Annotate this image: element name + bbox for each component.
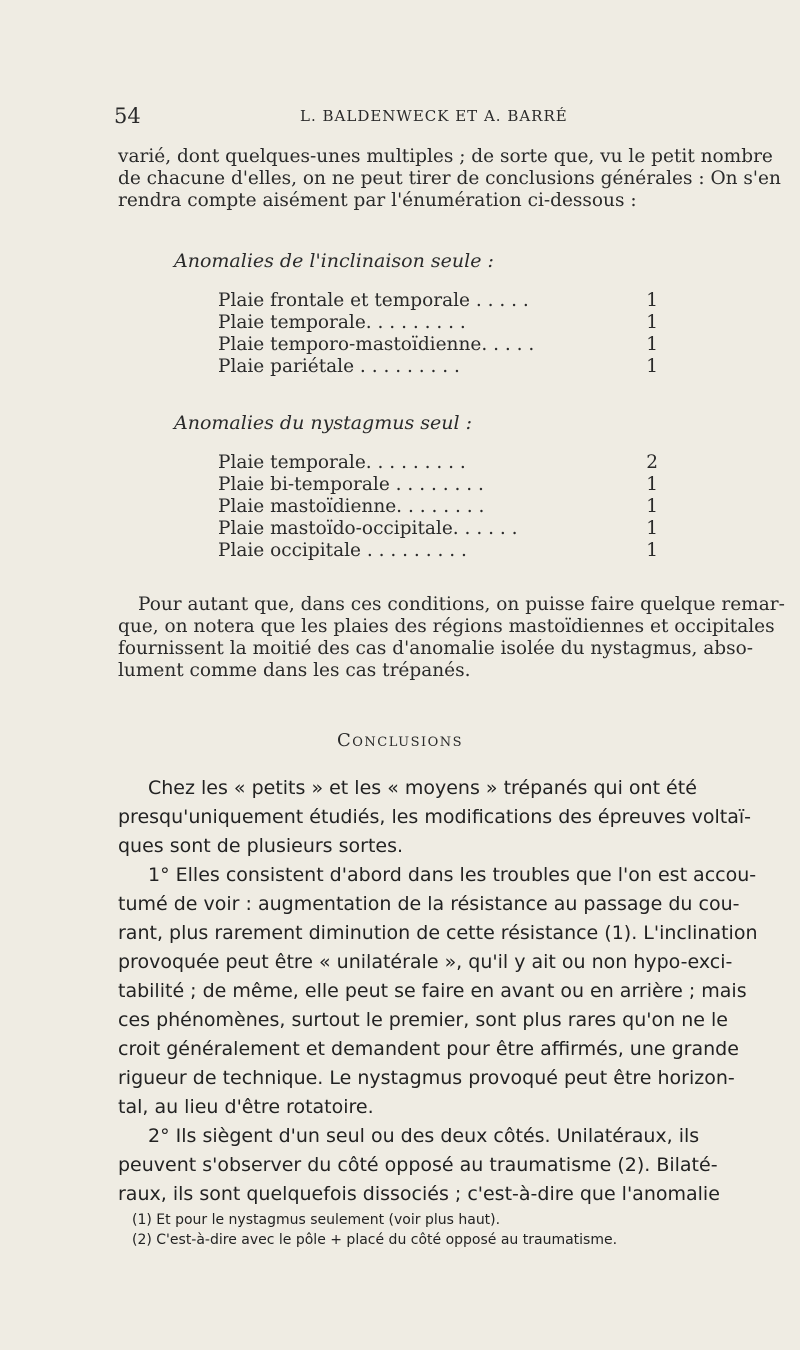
- page-header: [114, 104, 774, 128]
- section-title-inclinaison: Anomalies de l'inclinaison seule :: [174, 250, 494, 272]
- item-count: 1: [646, 474, 658, 495]
- list-item: [218, 334, 658, 356]
- list-item: [218, 496, 658, 518]
- item-label: Plaie pariétale . . . . . . . . .: [218, 356, 460, 377]
- item-count: 1: [646, 518, 658, 539]
- text-line: 1° Elles consistent d'abord dans les troubles que l'on est accou-: [148, 864, 757, 886]
- footnote: (1) Et pour le nystagmus seulement (voir plus haut).: [132, 1212, 501, 1228]
- text-line: rigueur de technique. Le nystagmus provoqué peut être horizon-: [118, 1067, 735, 1089]
- item-label: Plaie temporo-mastoïdienne. . . . .: [218, 334, 535, 355]
- item-count: 2: [646, 452, 658, 473]
- item-count: 1: [646, 356, 658, 377]
- text-line: que, on notera que les plaies des régions mastoïdiennes et occipitales: [118, 616, 775, 637]
- list-item: [218, 290, 658, 312]
- item-count: 1: [646, 334, 658, 355]
- text-line: tabilité ; de même, elle peut se faire en avant ou en arrière ; mais: [118, 980, 747, 1002]
- section-title-nystagmus: Anomalies du nystagmus seul :: [174, 412, 473, 434]
- item-count: 1: [646, 290, 658, 311]
- text-line: rendra compte aisément par l'énumération ci-dessous :: [118, 190, 637, 211]
- item-label: Plaie temporale. . . . . . . . .: [218, 312, 466, 333]
- text-line: de chacune d'elles, on ne peut tirer de conclusions générales : On s'en: [118, 168, 781, 189]
- text-line: lument comme dans les cas trépanés.: [118, 660, 471, 681]
- list-item: [218, 474, 658, 496]
- running-title: L. BALDENWECK ET A. BARRÉ: [300, 107, 568, 125]
- text-line: peuvent s'observer du côté opposé au traumatisme (2). Bilaté-: [118, 1154, 718, 1176]
- text-line: fournissent la moitié des cas d'anomalie isolée du nystagmus, abso-: [118, 638, 754, 659]
- conclusions-heading: Conclusions: [336, 730, 464, 751]
- list-item: [218, 312, 658, 334]
- item-label: Plaie frontale et temporale . . . . .: [218, 290, 529, 311]
- summary-paragraph: [118, 594, 785, 682]
- list-item: [218, 452, 658, 474]
- footnotes: [132, 1210, 772, 1250]
- list-item: [218, 540, 658, 562]
- text-line: tal, au lieu d'être rotatoire.: [118, 1096, 374, 1118]
- text-line: ces phénomènes, surtout le premier, sont plus rares qu'on ne le: [118, 1009, 728, 1031]
- list-item: [218, 518, 658, 540]
- conclusions-body: [118, 774, 768, 1209]
- text-line: 2° Ils siègent d'un seul ou des deux côtés. Unilatéraux, ils: [148, 1125, 700, 1147]
- text-line: Chez les « petits » et les « moyens » trépanés qui ont été: [148, 777, 697, 799]
- text-line: tumé de voir : augmentation de la résistance au passage du cou-: [118, 893, 740, 915]
- text-line: croit généralement et demandent pour être affirmés, une grande: [118, 1038, 739, 1060]
- item-count: 1: [646, 312, 658, 333]
- item-label: Plaie occipitale . . . . . . . . .: [218, 540, 467, 561]
- item-label: Plaie bi-temporale . . . . . . . .: [218, 474, 484, 495]
- text-line: varié, dont quelques-unes multiples ; de sorte que, vu le petit nombre: [118, 146, 773, 167]
- footnote: (2) C'est-à-dire avec le pôle + placé du côté opposé au traumatisme.: [132, 1232, 618, 1248]
- text-line: raux, ils sont quelquefois dissociés ; c'est-à-dire que l'anomalie: [118, 1183, 720, 1205]
- text-line: provoquée peut être « unilatérale », qu'il y ait ou non hypo-exci-: [118, 951, 733, 973]
- text-line: ques sont de plusieurs sortes.: [118, 835, 404, 857]
- item-label: Plaie temporale. . . . . . . . .: [218, 452, 466, 473]
- text-line: presqu'uniquement étudiés, les modifications des épreuves voltaï-: [118, 806, 752, 828]
- text-line: Pour autant que, dans ces conditions, on puisse faire quelque remar-: [138, 594, 785, 615]
- item-label: Plaie mastoïdo-occipitale. . . . . .: [218, 518, 518, 539]
- item-count: 1: [646, 496, 658, 517]
- item-count: 1: [646, 540, 658, 561]
- intro-paragraph: [118, 146, 781, 212]
- text-line: rant, plus rarement diminution de cette résistance (1). L'inclination: [118, 922, 758, 944]
- list-nystagmus: [218, 452, 658, 562]
- item-label: Plaie mastoïdienne. . . . . . . .: [218, 496, 485, 517]
- page-number: 54: [114, 104, 141, 128]
- list-item: [218, 356, 658, 378]
- list-inclinaison: [218, 290, 658, 378]
